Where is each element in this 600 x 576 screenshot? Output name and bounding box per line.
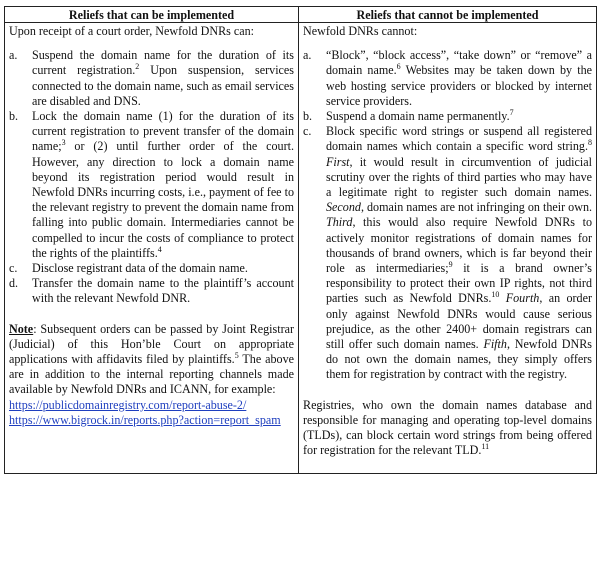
emphasis-text: Second [326, 200, 361, 215]
right-column-cell [299, 23, 597, 474]
footnote-ref: 9 [448, 260, 453, 270]
left-relief-list [9, 48, 294, 306]
note-label: Note [9, 321, 34, 336]
right-item-a [303, 48, 592, 109]
header-row [5, 7, 597, 23]
note-text: The above are in addition to the internal reporting channels made available by Newfold DNRs and ICANN, for example: [9, 352, 294, 397]
item-text: , domain names are not infringing on their own. [360, 200, 593, 215]
footnote-ref: 6 [396, 62, 401, 72]
item-text: or (2) until further order of the court. However, any direction to lock a domain name beyond its registration period would result in Newfold DNRs incurring costs, i.e., payment of fee to the relevant registry to prevent the domain name from falling into public domain. Intermediaries cannot be compelled to incur the costs of compliance to protect the rights of the plaintiffs. [32, 139, 294, 260]
footnote-ref: 5 [234, 351, 239, 361]
item-marker: d. [9, 276, 19, 291]
right-item-c [303, 124, 592, 382]
note-text: : Subsequent orders can be passed by Joint Registrar (Judicial) of this Hon’ble Court on appropriate applications with affidavits filed by plaintiffs. [9, 321, 294, 367]
footnote-ref: 2 [135, 62, 140, 72]
left-item-d [9, 276, 294, 306]
item-text: “Block”, “block access”, “take down” or “remove” a domain name. [326, 48, 592, 78]
item-text: Transfer the domain name to the plaintiff’s account with the relevant Newfold DNR. [32, 276, 294, 306]
footnote-ref: 8 [588, 138, 592, 148]
body-row [5, 23, 597, 474]
left-intro: Upon receipt of a court order, Newfold DNRs can: [9, 24, 255, 38]
item-text: Upon suspension, services connected to the domain name, such as email services are disabled and DNS. [32, 63, 294, 108]
left-column-cell [5, 23, 299, 474]
item-marker: b. [9, 109, 19, 124]
footnote-ref: 11 [481, 442, 490, 452]
item-text: Suspend the domain name for the duration of its current registration. [32, 48, 294, 78]
item-text: , it would result in circumvention of judicial scrutiny over the rights of third parties who may have a legitimate right to register such domain names. [326, 154, 592, 200]
header-can-implement: Reliefs that can be implemented [5, 7, 299, 23]
header-cannot-implement: Reliefs that cannot be implemented [299, 7, 597, 23]
item-marker: b. [303, 109, 313, 124]
footnote-ref: 3 [61, 138, 66, 148]
item-text: , an order only against Newfold DNRs would cause serious prejudice, as the other 2400+ domain registrars can still offer such domain names. [326, 291, 592, 352]
footnote-ref: 7 [509, 108, 514, 118]
emphasis-text: Fifth [483, 337, 507, 352]
report-spam-link[interactable]: https://www.bigrock.in/reports.php?action=report_spam [9, 412, 281, 427]
registries-paragraph [303, 398, 592, 459]
reliefs-table [4, 6, 597, 474]
right-item-b [303, 109, 592, 124]
left-item-a [9, 48, 294, 109]
emphasis-text: Fourth [505, 291, 540, 306]
item-marker: c. [303, 124, 312, 139]
item-text: , this would also require Newfold DNRs to actively monitor registrations of domain names for thousands of brand owners, which is far beyond their role as intermediaries; [326, 215, 592, 276]
item-marker: c. [9, 261, 18, 276]
registries-text: Registries, who own the domain names database and responsible for managing and operating top-level domains (TLDs), can block certain word strings from being offered for registration for the relevant TLD. [303, 397, 592, 458]
item-text: , Newfold DNRs do not own the domain names, they simply offers them for registration by contract with the registry. [326, 337, 592, 382]
item-text: Websites may be taken down by the web hosting service providers or blocked by internet service providers. [326, 63, 592, 108]
right-intro: Newfold DNRs cannot: [303, 24, 418, 38]
note-block [9, 322, 294, 428]
left-item-c [9, 261, 294, 276]
right-relief-list [303, 48, 592, 382]
item-marker: a. [9, 48, 18, 63]
item-text: it is a brand owner’s responsibility to protect their own IP rights, not third parties such as Newfold DNRs. [326, 261, 593, 306]
left-item-b [9, 109, 294, 261]
footnote-ref: 4 [157, 244, 162, 254]
item-marker: a. [303, 48, 312, 63]
item-text: Lock the domain name (1) for the duration of its current registration to prevent transfer of the domain name; [32, 109, 294, 154]
item-text: Disclose registrant data of the domain name. [32, 261, 248, 276]
emphasis-text: Third [326, 215, 353, 230]
item-text: Block specific word strings or suspend all registered domain names which contain a specific word string. [326, 124, 592, 154]
item-text: Suspend a domain name permanently. [326, 109, 510, 124]
emphasis-text: First [326, 154, 350, 169]
report-abuse-link[interactable]: https://publicdomainregistry.com/report-abuse-2/ [9, 397, 247, 412]
footnote-ref: 10 [491, 290, 500, 300]
